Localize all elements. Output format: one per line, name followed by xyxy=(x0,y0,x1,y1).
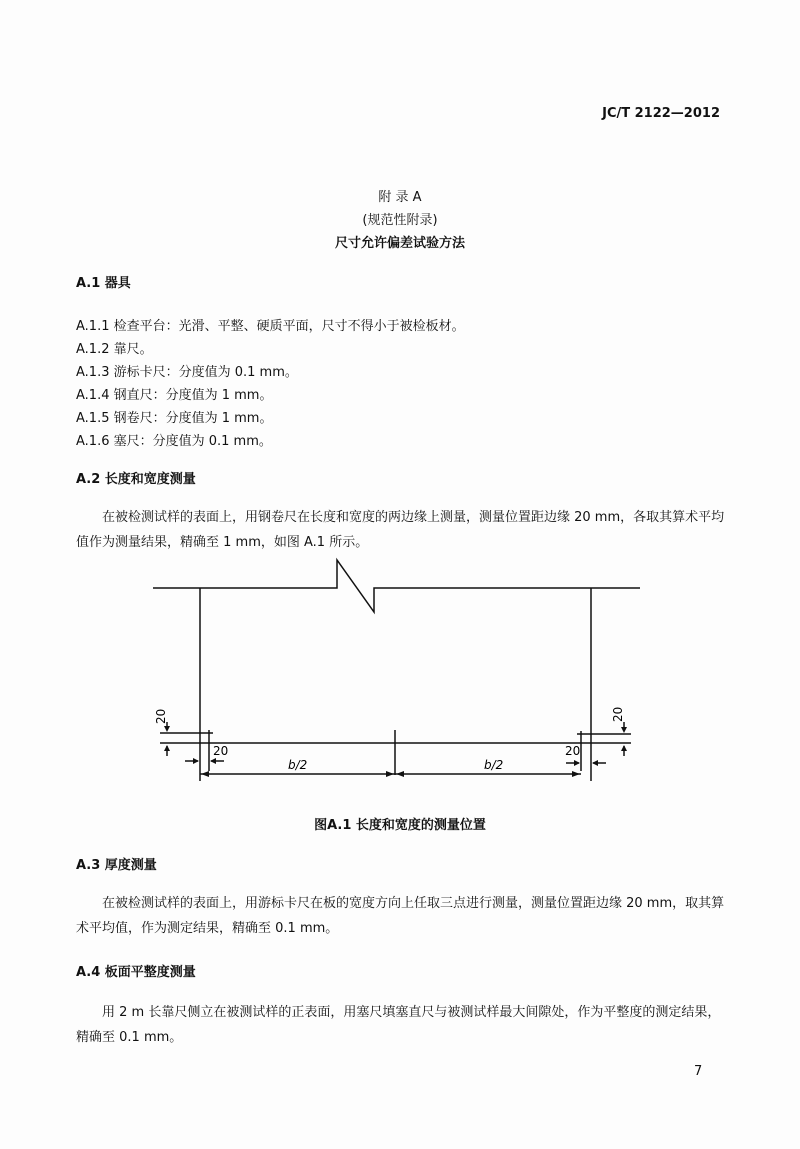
section-a3-text: 在被检测试样的表面上，用游标卡尺在板的宽度方向上任取三点进行测量，测量位置距边缘 20 mm，取其算术平均值，作为测定结果，精确至 0.1 mm。 xyxy=(76,896,725,936)
figure-caption: 图A.1 长度和宽度的测量位置 xyxy=(314,818,486,833)
section-a3-title: A.3 厚度测量 xyxy=(76,858,157,873)
appendix-heading: 尺寸允许偏差试验方法 xyxy=(334,236,465,251)
section-a4-title: A.4 板面平整度测量 xyxy=(76,965,196,980)
dim-label: 20 xyxy=(565,744,581,758)
dim-label: b/2 xyxy=(484,758,504,772)
dim-label: 20 xyxy=(611,706,625,722)
section-a4-text: 用 2 m 长靠尺侧立在被测试样的正表面，用塞尺填塞直尺与被测试样最大间隙处，作为平整度的测定结果，精确至 0.1 mm。 xyxy=(76,1005,721,1045)
list-item: A.1.5 钢卷尺：分度值为 1 mm。 xyxy=(76,411,273,426)
section-a1-title: A.1 器具 xyxy=(76,276,131,291)
standard-number: JC/T 2122—2012 xyxy=(602,106,720,121)
dim-label: b/2 xyxy=(288,758,308,772)
list-item: A.1.1 检查平台：光滑、平整、硬质平面，尺寸不得小于被检板材。 xyxy=(76,319,465,334)
list-item: A.1.6 塞尺：分度值为 0.1 mm。 xyxy=(76,434,272,449)
appendix-subtitle: (规范性附录) xyxy=(362,213,438,228)
list-item: A.1.2 靠尺。 xyxy=(76,342,153,357)
section-a2-title: A.2 长度和宽度测量 xyxy=(76,472,196,487)
dim-label: 20 xyxy=(154,708,168,724)
list-item: A.1.3 游标卡尺：分度值为 0.1 mm。 xyxy=(76,365,298,380)
page-number: 7 xyxy=(694,1064,703,1079)
list-item: A.1.4 钢直尺：分度值为 1 mm。 xyxy=(76,388,273,403)
appendix-title: 附 录 A xyxy=(378,190,422,205)
section-a2-text: 在被检测试样的表面上，用钢卷尺在长度和宽度的两边缘上测量，测量位置距边缘 20 mm，各取其算术平均值作为测量结果，精确至 1 mm，如图 A.1 所示。 xyxy=(76,510,725,550)
dim-label: 20 xyxy=(213,744,229,758)
